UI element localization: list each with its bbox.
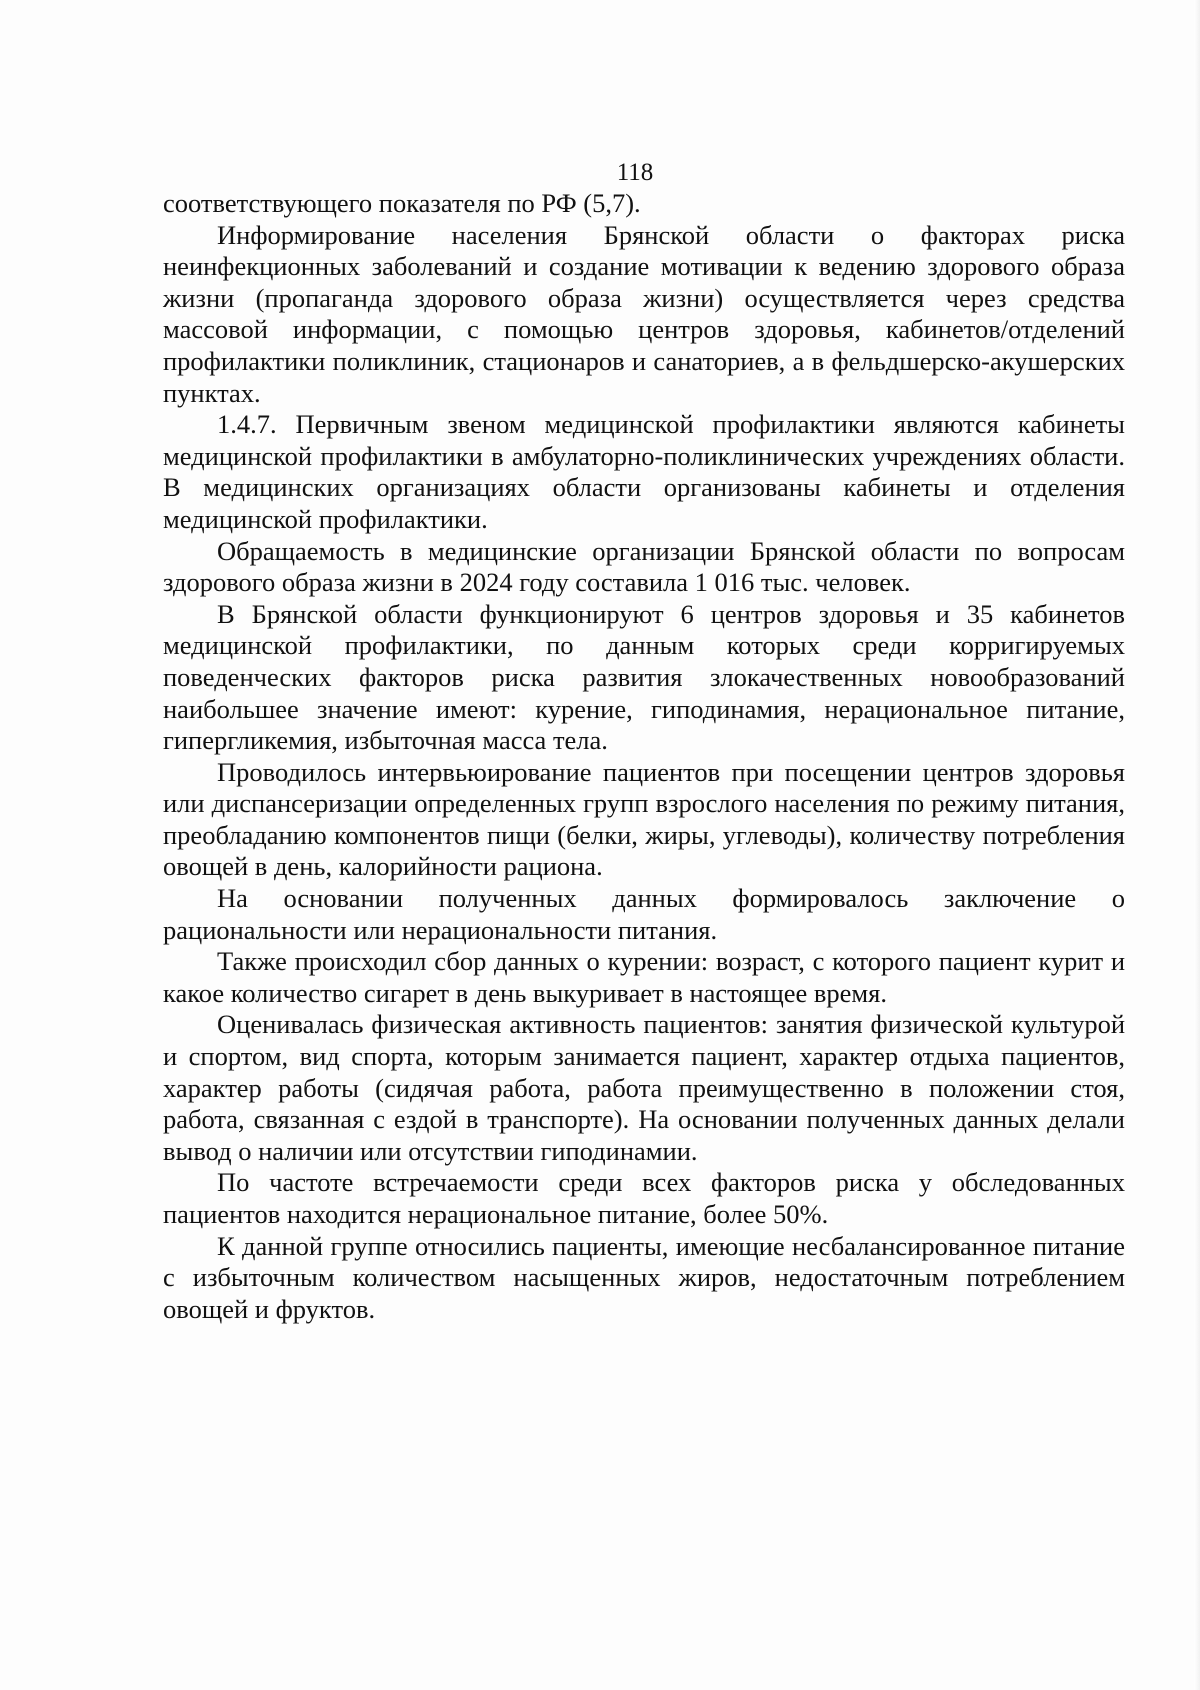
- paragraph-group: К данной группе относились пациенты, имеющие несбалансированное питание с избыточным количеством насыщенных жиров, недостаточным потреблением овощей и фруктов.: [163, 1230, 1125, 1324]
- paragraph-nutrition-conclusion: На основании полученных данных формировалось заключение о рациональности или нерациональности питания.: [163, 883, 1125, 945]
- paragraph-frequency: По частоте встречаемости среди всех факторов риска у обследованных пациентов находится нерациональное питание, более 50%.: [163, 1167, 1125, 1229]
- paragraph-continuation: соответствующего показателя по РФ (5,7).: [163, 188, 641, 218]
- paragraph-appeals: Обращаемость в медицинские организации Брянской области по вопросам здорового образа жизни в 2024 году составила 1 016 тыс. человек.: [163, 535, 1125, 598]
- paragraph-physical-activity: Оценивалась физическая активность пациентов: занятия физической культурой и спортом, вид спорта, которым занимается пациент, характер отдыха пациентов, характер работы (сидячая работа, работа преимущественно в положении стоя, работа, связанная с ездой в транспорте). На основании полученных данных делали вывод о наличии или отсутствии гиподинамии.: [163, 1009, 1125, 1166]
- scan-edge: [1194, 0, 1200, 1690]
- page-number: 118: [616, 159, 654, 186]
- document-body: [163, 188, 1125, 1325]
- paragraph-health-centers: В Брянской области функционируют 6 центров здоровья и 35 кабинетов медицинской профилактики, по данным которых среди корригируемых поведенческих факторов риска развития злокачественных новообразований наибольшее значение имеют: курение, гиподинамия, нерациональное питание, гипергликемия, избыточная масса тела.: [163, 598, 1125, 756]
- paragraph-interviews: Проводилось интервьюирование пациентов при посещении центров здоровья или диспансеризации определенных групп взрослого населения по режиму питания, преобладанию компонентов пищи (белки, жиры, углеводы), количеству потребления овощей в день, калорийности рациона.: [163, 756, 1125, 882]
- paragraph-primary-prevention: 1.4.7. Первичным звеном медицинской профилактики являются кабинеты медицинской профилактики в амбулаторно-поликлинических учреждениях области. В медицинских организациях области организованы кабинеты и отделения медицинской профилактики.: [163, 409, 1125, 534]
- paragraph-smoking: Также происходил сбор данных о курении: возраст, с которого пациент курит и какое количество сигарет в день выкуривает в настоящее время.: [163, 946, 1125, 1008]
- paragraph-awareness: Информирование населения Брянской области о факторах риска неинфекционных заболеваний и создание мотивации к ведению здорового образа жизни (пропаганда здорового образа жизни) осуществляется через средства массовой информации, с помощью центров здоровья, кабинетов/отделений профилактики поликлиник, стационаров и санаториев, а в фельдшерско-акушерских пунктах.: [163, 219, 1125, 408]
